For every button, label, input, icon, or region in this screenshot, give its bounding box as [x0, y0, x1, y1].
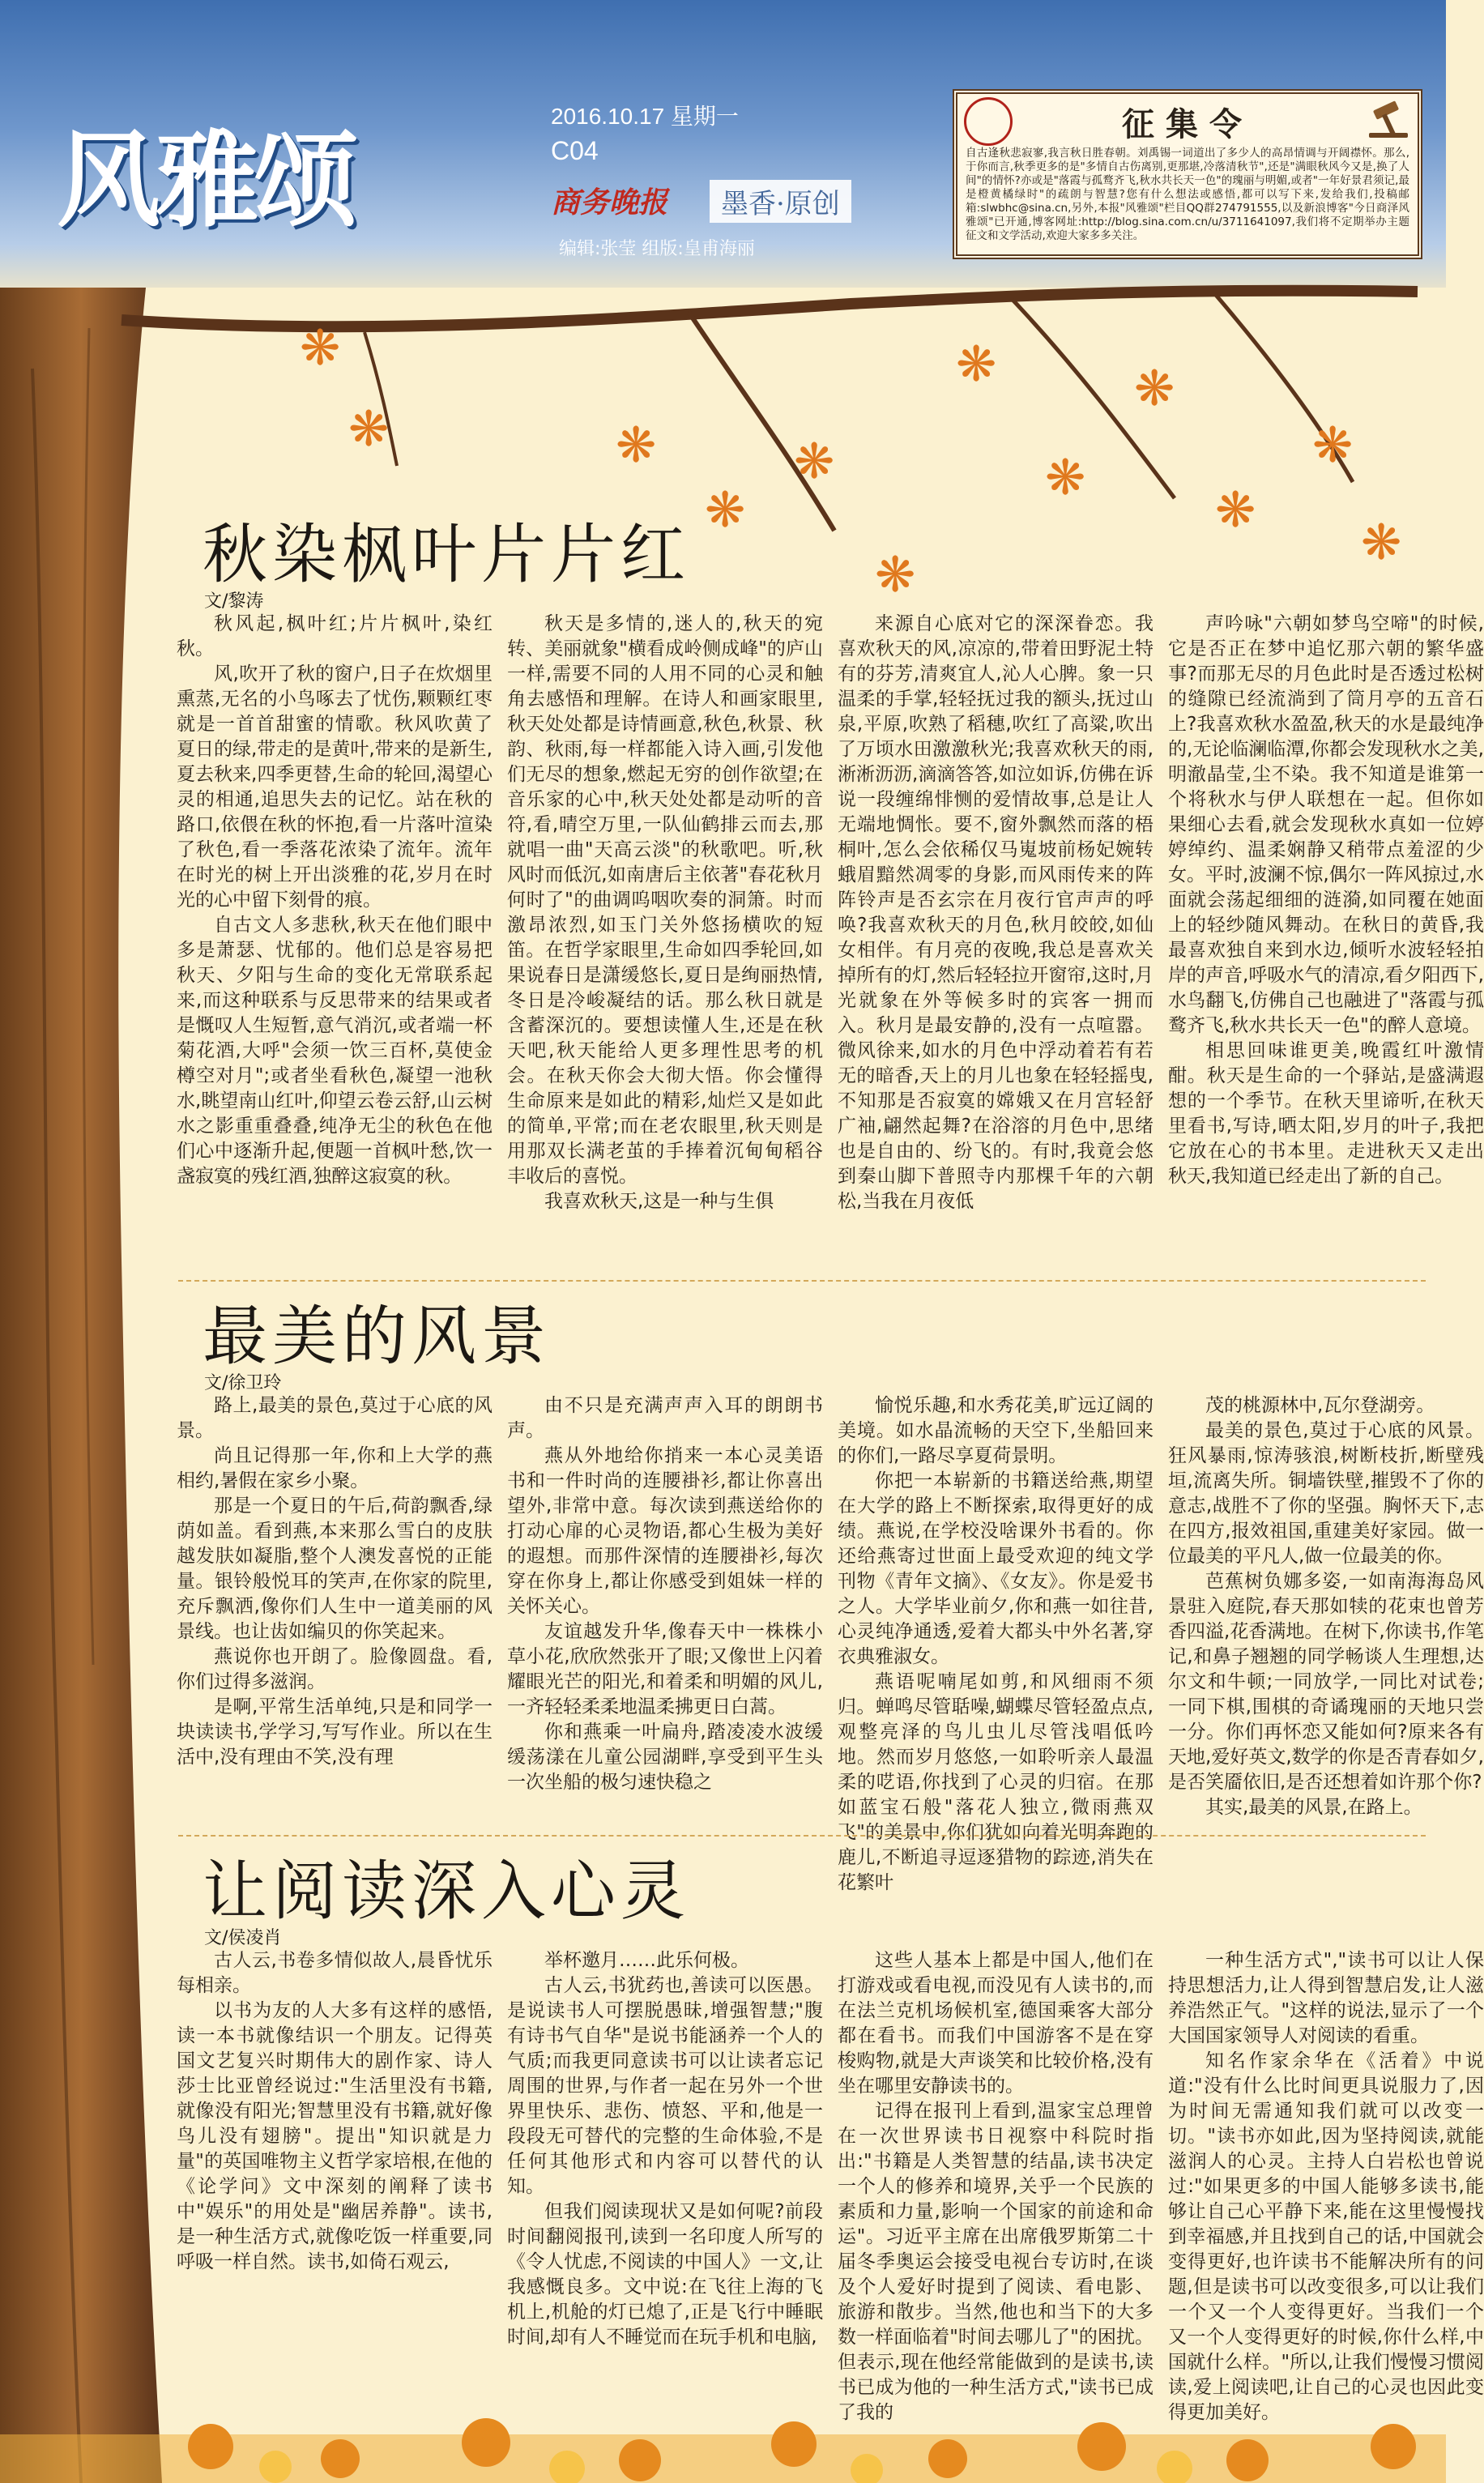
maple-leaf-icon: ❋: [1045, 450, 1086, 506]
maple-leaf-icon: ❋: [956, 336, 997, 393]
issue-date: 2016.10.17 星期一: [551, 104, 739, 129]
article-column: [1168, 612, 1484, 1276]
paragraph: 友谊越发升华,像春天中一株株小草小花,欣欣然张开了眼;又像世上闪着耀眼光芒的阳光,和着柔和明媚的风儿,一齐轻轻柔柔地温柔拂更日白蒿。: [507, 1621, 823, 1717]
article-column: [177, 612, 493, 1276]
article-column: [507, 1948, 823, 2398]
maple-leaf-icon: ❋: [1134, 361, 1175, 417]
maple-leaf-icon: ❋: [300, 320, 341, 377]
maple-leaf-icon: ❋: [875, 547, 916, 604]
maple-leaf-icon: ❋: [794, 433, 835, 490]
paragraph: 相思回味谁更美,晚霞红叶激情酣。秋天是生命的一个驿站,是盛满遐想的一个季节。在秋天里谛听,在秋天里看书,写诗,晒太阳,岁月的叶子,我把它放在心的书本里。走进秋天又走出秋天,我知道已经走出了新的自己。: [1168, 1040, 1484, 1187]
paragraph: 这些人基本上都是中国人,他们在打游戏或看电视,而没见有人读书的,而在法兰克机场候机室,德国乘客大部分都在看书。而我们中国游客不是在穿梭购物,就是大声谈笑和比较价格,没有坐在哪里安静读书的。: [838, 1950, 1154, 2097]
article-title: 秋染枫叶片片红: [203, 517, 690, 592]
masthead-banner: [0, 0, 1446, 288]
paragraph: 一种生活方式","读书可以让人保持思想活力,让人得到智慧启发,让人滋养浩然正气。"这样的说法,显示了一个大国国家领导人对阅读的看重。: [1168, 1950, 1484, 2046]
article-byline: 文/黎涛: [204, 591, 264, 612]
newspaper-brand: 商务晚报: [551, 186, 668, 220]
maple-leaf-icon: ❋: [705, 482, 746, 539]
section-divider: [178, 1835, 1426, 1837]
paragraph: 最美的景色,莫过于心底的风景。狂风暴雨,惊涛骇浪,树断枝折,断壁残垣,流离失所。铜墙铁壁,摧毁不了你的意志,战胜不了你的坚强。胸怀天下,志在四方,报效祖国,重建美好家园。做一位最美的平凡人,做一位最美的你。: [1168, 1420, 1484, 1567]
article-column: [177, 1948, 493, 2398]
paragraph: 你把一本崭新的书籍送给燕,期望在大学的路上不断探索,取得更好的成绩。燕说,在学校没啥课外书看的。你还给燕寄过世面上最受欢迎的纯文学刊物《青年文摘》、《女友》。你是爱书之人。大学毕业前夕,你和燕一如往昔,心灵纯净通透,爱着大都头中外名著,穿衣典雅淑女。: [838, 1470, 1154, 1667]
article-title: 最美的风景: [203, 1299, 551, 1374]
article-column: [507, 1393, 823, 1831]
paragraph: 茂的桃源林中,瓦尔登湖旁。: [1205, 1395, 1435, 1416]
paragraph: 知名作家余华在《活着》中说道:"没有什么比时间更具说服力了,因为时间无需通知我们就可以改变一切。"读书亦如此,因为坚持阅读,就能滋润人的心灵。主持人白岩松也曾说过:"如果更多的中国人能够多读书,能够让自己心平静下来,能在这里慢慢找到幸福感,并且找到自己的话,中国就会变得更好,也许读书不能解决所有的问题,但是读书可以改变很多,可以让我们一个又一个人变得更好。当我们一个又一个人变得更好的时候,你什么样,中国就什么样。"所以,让我们慢慢习惯阅读,爱上阅读吧,让自己的心灵也因此变得更加美好。: [1168, 2050, 1484, 2423]
page-number: C04: [551, 136, 599, 165]
paragraph: 秋天是多情的,迷人的,秋天的宛转、美丽就象"横看成岭侧成峰"的庐山一样,需要不同的人用不同的心灵和触角去感悟和理解。在诗人和画家眼里,秋天处处都是诗情画意,秋色,秋景、秋韵、秋雨,每一样都能入诗入画,引发他们无尽的想象,燃起无穷的创作欲望;在音乐家的心中,秋天处处都是动听的音符,看,晴空万里,一队仙鹤排云而去,那就唱一曲"天高云淡"的秋歌吧。听,秋风时而低沉,如南唐后主依著"春花秋月何时了"的曲调呜咽吹奏的洞箫。时而激昂浓烈,如玉门关外悠扬横吹的短笛。在哲学家眼里,生命如四季轮回,如果说春日是潇缓悠长,夏日是绚丽热情,冬日是冷峻凝结的话。那么秋日就是含蓄深沉的。要想读懂人生,还是在秋天吧,秋天能给人更多理性思考的机会。在秋天你会大彻大悟。你会懂得生命原来是如此的精彩,灿烂又是如此的简单,平常;而在老农眼里,秋天则是用那双长满老茧的手捧着沉甸甸稻谷丰收后的喜悦。: [507, 613, 823, 1187]
article-column: [1168, 1948, 1484, 2423]
paragraph: 记得在报刊上看到,温家宝总理曾在一次世界读书日视察中科院时指出:"书籍是人类智慧的结晶,读书决定一个人的修养和境界,关乎一个民族的素质和力量,影响一个国家的前途和命运"。习近平主席在出席俄罗斯第二十届冬季奥运会接受电视台专访时,在谈及个人爱好时提到了阅读、看电影、旅游和散步。当然,他也和当下的大多数一样面临着"时间去哪儿了"的困扰。但表示,现在他经常能做到的是读书,读书已成为他的一种生活方式,"读书已成了我的: [838, 2101, 1154, 2423]
notice-body: 自古逢秋悲寂寥,我言秋日胜春朝。刘禹锡一词道出了多少人的高昂情调与开阔襟怀。那么,于你而言,秋季更多的是"多情自古伤离别,更那堪,冷落清秋节",还是"满眼秋风今又是,换了人间"的情怀?亦或是"落霞与孤鹜齐飞,秋水共长天一色"的瑰丽与明媚,或者"一年好景君须记,最是橙黄橘绿时"的疏朗与智慧?您有什么想法或感悟,都可以写下来,发给我们,投稿邮箱:slwbhc@sina.cn,另外,本报"风雅颂"栏目QQ群274791555,以及新浪博客"今日商泽风雅颂"已开通,博客网址:http://blog.sina.com.cn/u/3711641097,我们将不定期举办主题征文和文学活动,欢迎大家多多关注。: [966, 147, 1409, 242]
article-column: [507, 612, 823, 1276]
paragraph: 燕语呢喃尾如剪,和风细雨不须归。蝉鸣尽管聒噪,蝴蝶尽管轻盈点点,观整亮泽的鸟儿虫儿尽管浅唱低吟地。然而岁月悠悠,一如聆听亲人最温柔的呓语,你找到了心灵的归宿。在那如蓝宝石般"落花人独立,微雨燕双飞"的美景中,你们犹如向着光明奔跑的鹿儿,不断追寻逗逐猎物的踪迹,消失在花繁叶: [838, 1671, 1154, 1893]
maple-leaf-icon: ❋: [1215, 482, 1256, 539]
paragraph: 是啊,平常生活单纯,只是和同学一块读读书,学学习,写写作业。所以在生活中,没有理由不笑,没有理: [177, 1696, 493, 1768]
paragraph: 芭蕉树负娜多姿,一如南海海岛风景驻入庭院,春天那如犊的花束也曾芳香四溢,花香满地。在树下,你读书,作笔记,和鼻子翘翘的同学畅谈人生理想,达尔文和牛顿;一同放学,一同比对试卷;一同下棋,围棋的奇谲瑰丽的天地只尝一分。你们再怀恋又能如何?原来各有天地,爱好英文,数学的你是否青春如夕,是否笑靥依旧,是否还想着如许那个你?: [1168, 1571, 1484, 1793]
article-column: [838, 1393, 1154, 1893]
paragraph: 来源自心底对它的深深眷恋。我喜欢秋天的风,凉凉的,带着田野泥土特有的芬芳,清爽宜人,沁人心脾。象一只温柔的手掌,轻轻抚过我的额头,抚过山泉,平原,吹熟了稻穗,吹红了高粱,吹出了万顷水田激激秋光;我喜欢秋天的雨,淅淅沥沥,滴滴答答,如泣如诉,仿佛在诉说一段缠绵悱恻的爱情故事,总是让人无端地惆怅。要不,窗外飘然而落的梧桐叶,怎么会依稀仅马嵬坡前杨妃婉转蛾眉黯然凋零的身影,而风雨传来的阵阵铃声是否玄宗在月夜行官声声的呼唤?我喜欢秋天的月色,秋月皎皎,如仙女相伴。有月亮的夜晚,我总是喜欢关掉所有的灯,然后轻轻拉开窗帘,这时,月光就象在外等候多时的宾客一拥而入。秋月是最安静的,没有一点喧嚣。微风徐来,如水的月色中浮动着若有若无的暗香,天上的月儿也象在轻轻摇曳,不知那是否寂寞的嫦娥又在月宫轻舒广袖,翩然起舞?在浴溶的月色中,思绪也是自由的、纷飞的。有时,我竟会悠到秦山脚下普照寺内那棵千年的六朝松,当我在月夜低: [838, 613, 1154, 1212]
paragraph: 古人云,书卷多情似故人,晨昏忧乐每相亲。: [177, 1950, 493, 1996]
paragraph: 其实,最美的风景,在路上。: [1205, 1797, 1422, 1818]
call-for-submissions-box: [953, 89, 1422, 259]
paragraph: 路上,最美的景色,莫过于心底的风景。: [177, 1395, 493, 1441]
article-title: 让阅读深入心灵: [203, 1854, 690, 1929]
paragraph: 那是一个夏日的午后,荷韵飘香,绿荫如盖。看到燕,本来那么雪白的皮肤越发肤如凝脂,整个人澳发喜悦的正能量。银铃般悦耳的笑声,在你家的院里,充斥飘洒,像你们人生中一道美丽的风景线。也让齿如编贝的你笑起来。: [177, 1495, 493, 1642]
paragraph: 秋风起,枫叶红;片片枫叶,染红秋。: [177, 613, 493, 659]
paragraph: 古人云,书犹药也,善读可以医愚。是说读书人可摆脱愚昧,增强智慧;"腹有诗书气自华"是说书能涵养一个人的气质;而我更同意读书可以让读者忘记周围的世界,与作者一起在另外一个世界里快乐、悲伤、愤怒、平和,他是一段段无可替代的完整的生命体验,不是任何其他形式和内容可以替代的认知。: [507, 1975, 823, 2197]
paragraph: 愉悦乐趣,和水秀花美,旷远辽阔的美境。如水晶流畅的天空下,坐船回来的你们,一路尽享夏荷景明。: [838, 1395, 1154, 1466]
paragraph: 自古文人多悲秋,秋天在他们眼中多是萧瑟、忧郁的。他们总是容易把秋天、夕阳与生命的变化无常联系起来,而这种联系与反思带来的结果或者是慨叹人生短暂,意气消沉,或者端一杯菊花酒,大呼"会须一饮三百杯,莫使金樽空对月";或者坐看秋色,凝望一池秋水,眺望南山红叶,仰望云卷云舒,山云树水之影重重叠叠,纯净无尘的秋色在他们心中逐渐升起,便题一首枫叶愁,饮一盏寂寞的残红酒,独醉这寂寞的秋。: [177, 915, 493, 1187]
paragraph: 我喜欢秋天,这是一种与生俱: [544, 1191, 774, 1212]
article-column: [177, 1393, 493, 1831]
section-label: 墨香·原创: [710, 180, 851, 223]
article-body: [177, 612, 1484, 1276]
stamp-icon: [964, 97, 1013, 146]
section-divider: [178, 1280, 1426, 1282]
paragraph: 你和燕乘一叶扁舟,踏凌凌水波缓缓荡漾在儿童公园湖畔,享受到平生头一次坐船的极匀速快稳之: [507, 1721, 823, 1793]
maple-leaf-icon: ❋: [348, 401, 390, 458]
maple-leaf-icon: ❋: [1312, 417, 1354, 474]
paragraph: 以书为友的人大多有这样的感悟,读一本书就像结识一个朋友。记得英国文艺复兴时期伟大的剧作家、诗人莎士比亚曾经说过:"生活里没有书籍,就像没有阳光;智慧里没有书籍,就好像鸟儿没有翅膀"。提出"知识就是力量"的英国唯物主义哲学家培根,在他的《论学问》文中深刻的阐释了读书中"娱乐"的用处是"幽居养静"。读书,是一种生活方式,就像吃饭一样重要,同呼吸一样自然。读书,如倚石观云,: [177, 2000, 493, 2272]
paragraph: 燕说你也开朗了。脸像圆盘。看,你们过得多滋润。: [177, 1646, 493, 1692]
paragraph: 举杯邀月……此乐何极。: [544, 1950, 749, 1971]
masthead-logo: 风雅颂: [57, 121, 354, 241]
fallen-leaves-border: [0, 2402, 1446, 2483]
maple-leaf-icon: ❋: [616, 417, 657, 474]
editor-credits: 编辑:张莹 组版:皇甫海丽: [559, 239, 755, 259]
paragraph: 由不只是充满声声入耳的朗朗书声。: [507, 1395, 823, 1441]
paragraph: 尚且记得那一年,你和上大学的燕相约,暑假在家乡小聚。: [177, 1445, 493, 1491]
article-body: [177, 1948, 1484, 2423]
notice-title: 征集令: [1122, 106, 1253, 143]
article-byline: 文/徐卫玲: [204, 1373, 282, 1393]
paragraph: 燕从外地给你捎来一本心灵美语书和一件时尚的连腰褂衫,都让你喜出望外,非常中意。每次读到燕送给你的打动心扉的心灵物语,都心生极为美好的遐想。而那件深情的连腰褂衫,每次穿在你身上,都让你感受到姐妹一样的关怀关心。: [507, 1445, 823, 1617]
article-byline: 文/侯凌肖: [204, 1928, 282, 1948]
paragraph: 但我们阅读现状又是如何呢?前段时间翻阅报刊,读到一名印度人所写的《令人忧虑,不阅读的中国人》一文,让我感慨良多。文中说:在飞往上海的飞机上,机舱的灯已熄了,正是飞行中睡眠时间,却有人不睡觉而在玩手机和电脑,: [507, 2201, 823, 2348]
article-column: [838, 612, 1154, 1276]
article-column: [1168, 1393, 1484, 1831]
gavel-icon: [1366, 99, 1411, 139]
article-column: [838, 1948, 1154, 2423]
paragraph: 风,吹开了秋的窗户,日子在炊烟里熏蒸,无名的小鸟啄去了忧伤,颗颗红枣就是一首首甜蜜的情歌。秋风吹黄了夏日的绿,带走的是黄叶,带来的是新生,夏去秋来,四季更替,生命的轮回,渴望心灵的相通,追思失去的记忆。站在秋的路口,依偎在秋的怀抱,看一片落叶渲染了秋色,看一季落花浓染了流年。流年在时光的树上开出淡雅的花,岁月在时光的心中留下刻骨的痕。: [177, 663, 493, 911]
paragraph: 声吟咏"六朝如梦鸟空啼"的时候,它是否正在梦中追忆那六朝的繁华盛事?而那无尽的月色此时是否透过松树的缝隙已经流淌到了筒月亭的五音石上?我喜欢秋水盈盈,秋天的水是最纯净的,无论临澜临潭,你都会发现秋水之美,明澈晶莹,尘不染。我不知道是谁第一个将秋水与伊人联想在一起。但你如果细心去看,就会发现秋水真如一位婷婷绰约、温柔娴静又稍带点羞涩的少女。平时,波澜不惊,偶尔一阵风掠过,水面就会荡起细细的涟漪,如同覆在她面上的轻纱随风舞动。在秋日的黄昏,我最喜欢独自来到水边,倾听水波轻轻拍岸的声音,呼吸水气的清凉,看夕阳西下,水鸟翻飞,仿佛自己也融进了"落霞与孤鹜齐飞,秋水共长天一色"的醉人意境。: [1168, 613, 1484, 1036]
maple-leaf-icon: ❋: [1361, 514, 1402, 571]
